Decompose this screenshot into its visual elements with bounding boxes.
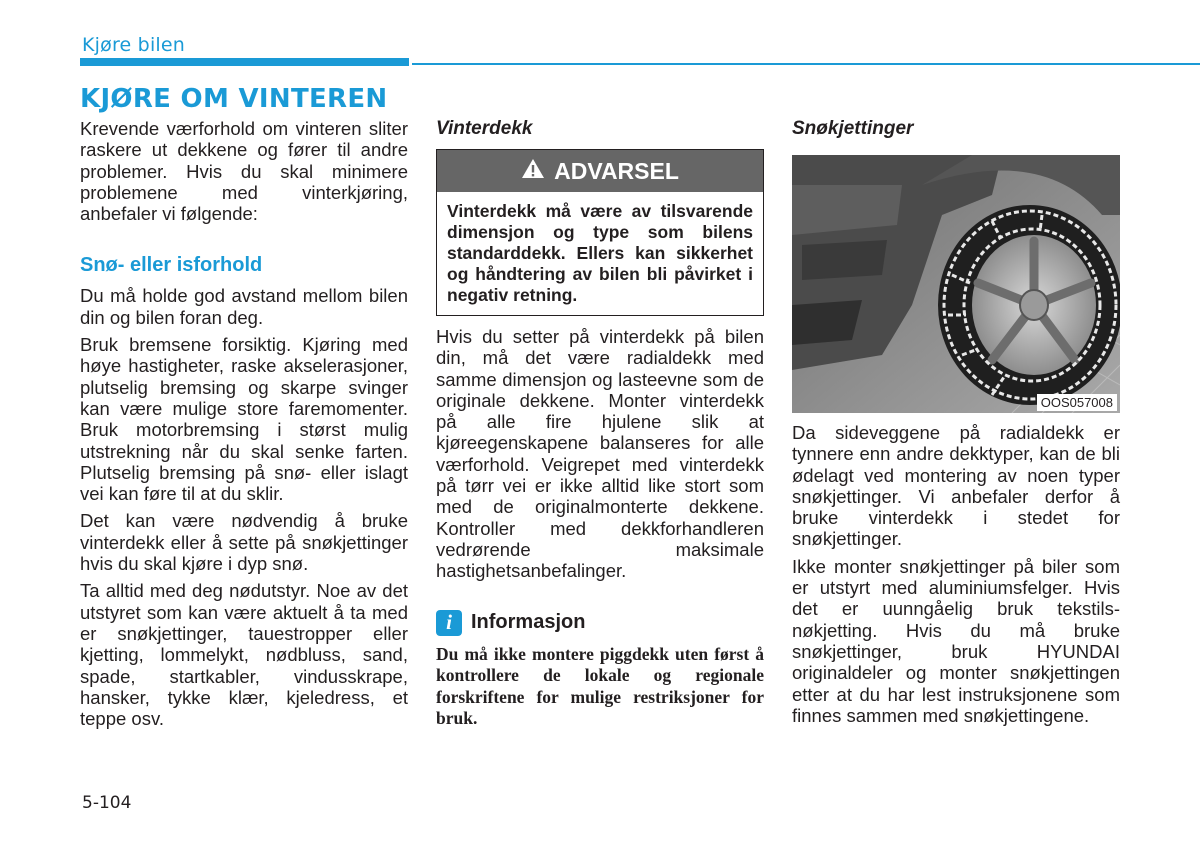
column-1 [80,118,408,735]
page-title: KJØRE OM VINTEREN [80,84,388,114]
heading-snow-chains: Snøkjettinger [792,118,914,139]
header-rule-thin [412,63,1200,65]
snow-chain-illustration [792,155,1120,413]
info-header [436,610,764,636]
section-label: Kjøre bilen [82,34,186,56]
subheading-snow-ice: Snø- eller isforhold [80,254,263,277]
page-number: 5-104 [82,793,132,813]
heading-winter-tyres: Vinterdekk [436,118,533,139]
paragraph-winter-tyres-info: Hvis du setter på vinterdekk på bilen din, må det være radialdekk med samme dimensjon og lasteevne som de originale dekkene. Monter vinterdekk på alle fire hjulene slik at kjøreegenskapene balanseres for alle værforhold. Veigrepet med vinterdekk på tørr vei er ikke alltid like stort som med de originalmonterte dekkene. Kontroller med dekkforhandleren vedrørende maksimale hastighetsanbefalinger. [436,326,764,582]
paragraph-emergency-kit: Ta alltid med deg nødutstyr. Noe av det utstyret som kan være aktuelt å ta med er snøkjettinger, tauestropper eller kjetting, lommelykt, nødbluss, sand, spade, startkabler, vindusskrape, hansker, tykke klær, kjeledress, et teppe osv. [80,580,408,730]
info-icon: i [436,610,462,636]
paragraph-winter-tyres: Det kan være nødvendig å bruke vinterdekk eller å sette på snøkjettinger hvis du skal kjøre i dyp snø. [80,510,408,575]
paragraph-aluminium-rims: Ikke monter snøkjettinger på biler som er utstyrt med aluminiumsfelger. Hvis det er uunngåelig bruk tekstilsnøkjetting. Hvis du må bruke snøkjettinger, bruk HYUNDAI originaldeler og monter snøkjettingen etter at du har lest instruksjonene som finnes sammen med snøkjettingene. [792,555,1120,726]
paragraph-sidewalls: Da sideveggene på radialdekk er tynnere enn andre dekktyper, kan de bli ødelagt ved montering av noen typer snøkjettinger. Vi anbefaler derfor å bruke vinterdekk i stedet for snøkjettinger. [792,422,1120,550]
warning-header [437,150,763,192]
column-3 [792,118,1120,732]
info-title: Informasjon [471,611,586,634]
warning-title: ADVARSEL [554,157,679,184]
warning-box [436,149,764,316]
paragraph-distance: Du må holde god avstand mellom bilen din og bilen foran deg. [80,285,408,328]
intro-paragraph: Krevende værforhold om vinteren sliter raskere ut dekkene og fører til andre problemer. Hvis du skal minimere problemene med vinterkjøring, anbefaler vi følgende: [80,118,408,225]
paragraph-brakes: Bruk bremsene forsiktig. Kjøring med høye hastigheter, raske akselerasjoner, plutselig bremsing og skarpe svinger kan være mulige store faremomenter. Bruk motorbremsing i størst mulig utstrekning når du skal senke farten. Plutselig bremsing på snø- eller islagt vei kan føre til at du sklir. [80,334,408,505]
info-text: Du må ikke montere piggdekk uten først å kontrollere de lokale og regionale forskriftene for mulige restriksjoner for bruk. [436,643,764,729]
column-2 [436,118,764,730]
warning-triangle-icon [521,158,545,185]
snow-chain-photo [792,155,1120,413]
photo-code: OOS057008 [1037,394,1117,411]
header-rule-thick [80,58,409,66]
warning-text: Vinterdekk må være av tilsvarende dimensjon og type som bilens standarddekk. Ellers kan sikkerhet og håndtering av bilen bli påvirket i negativ retning. [447,201,753,305]
